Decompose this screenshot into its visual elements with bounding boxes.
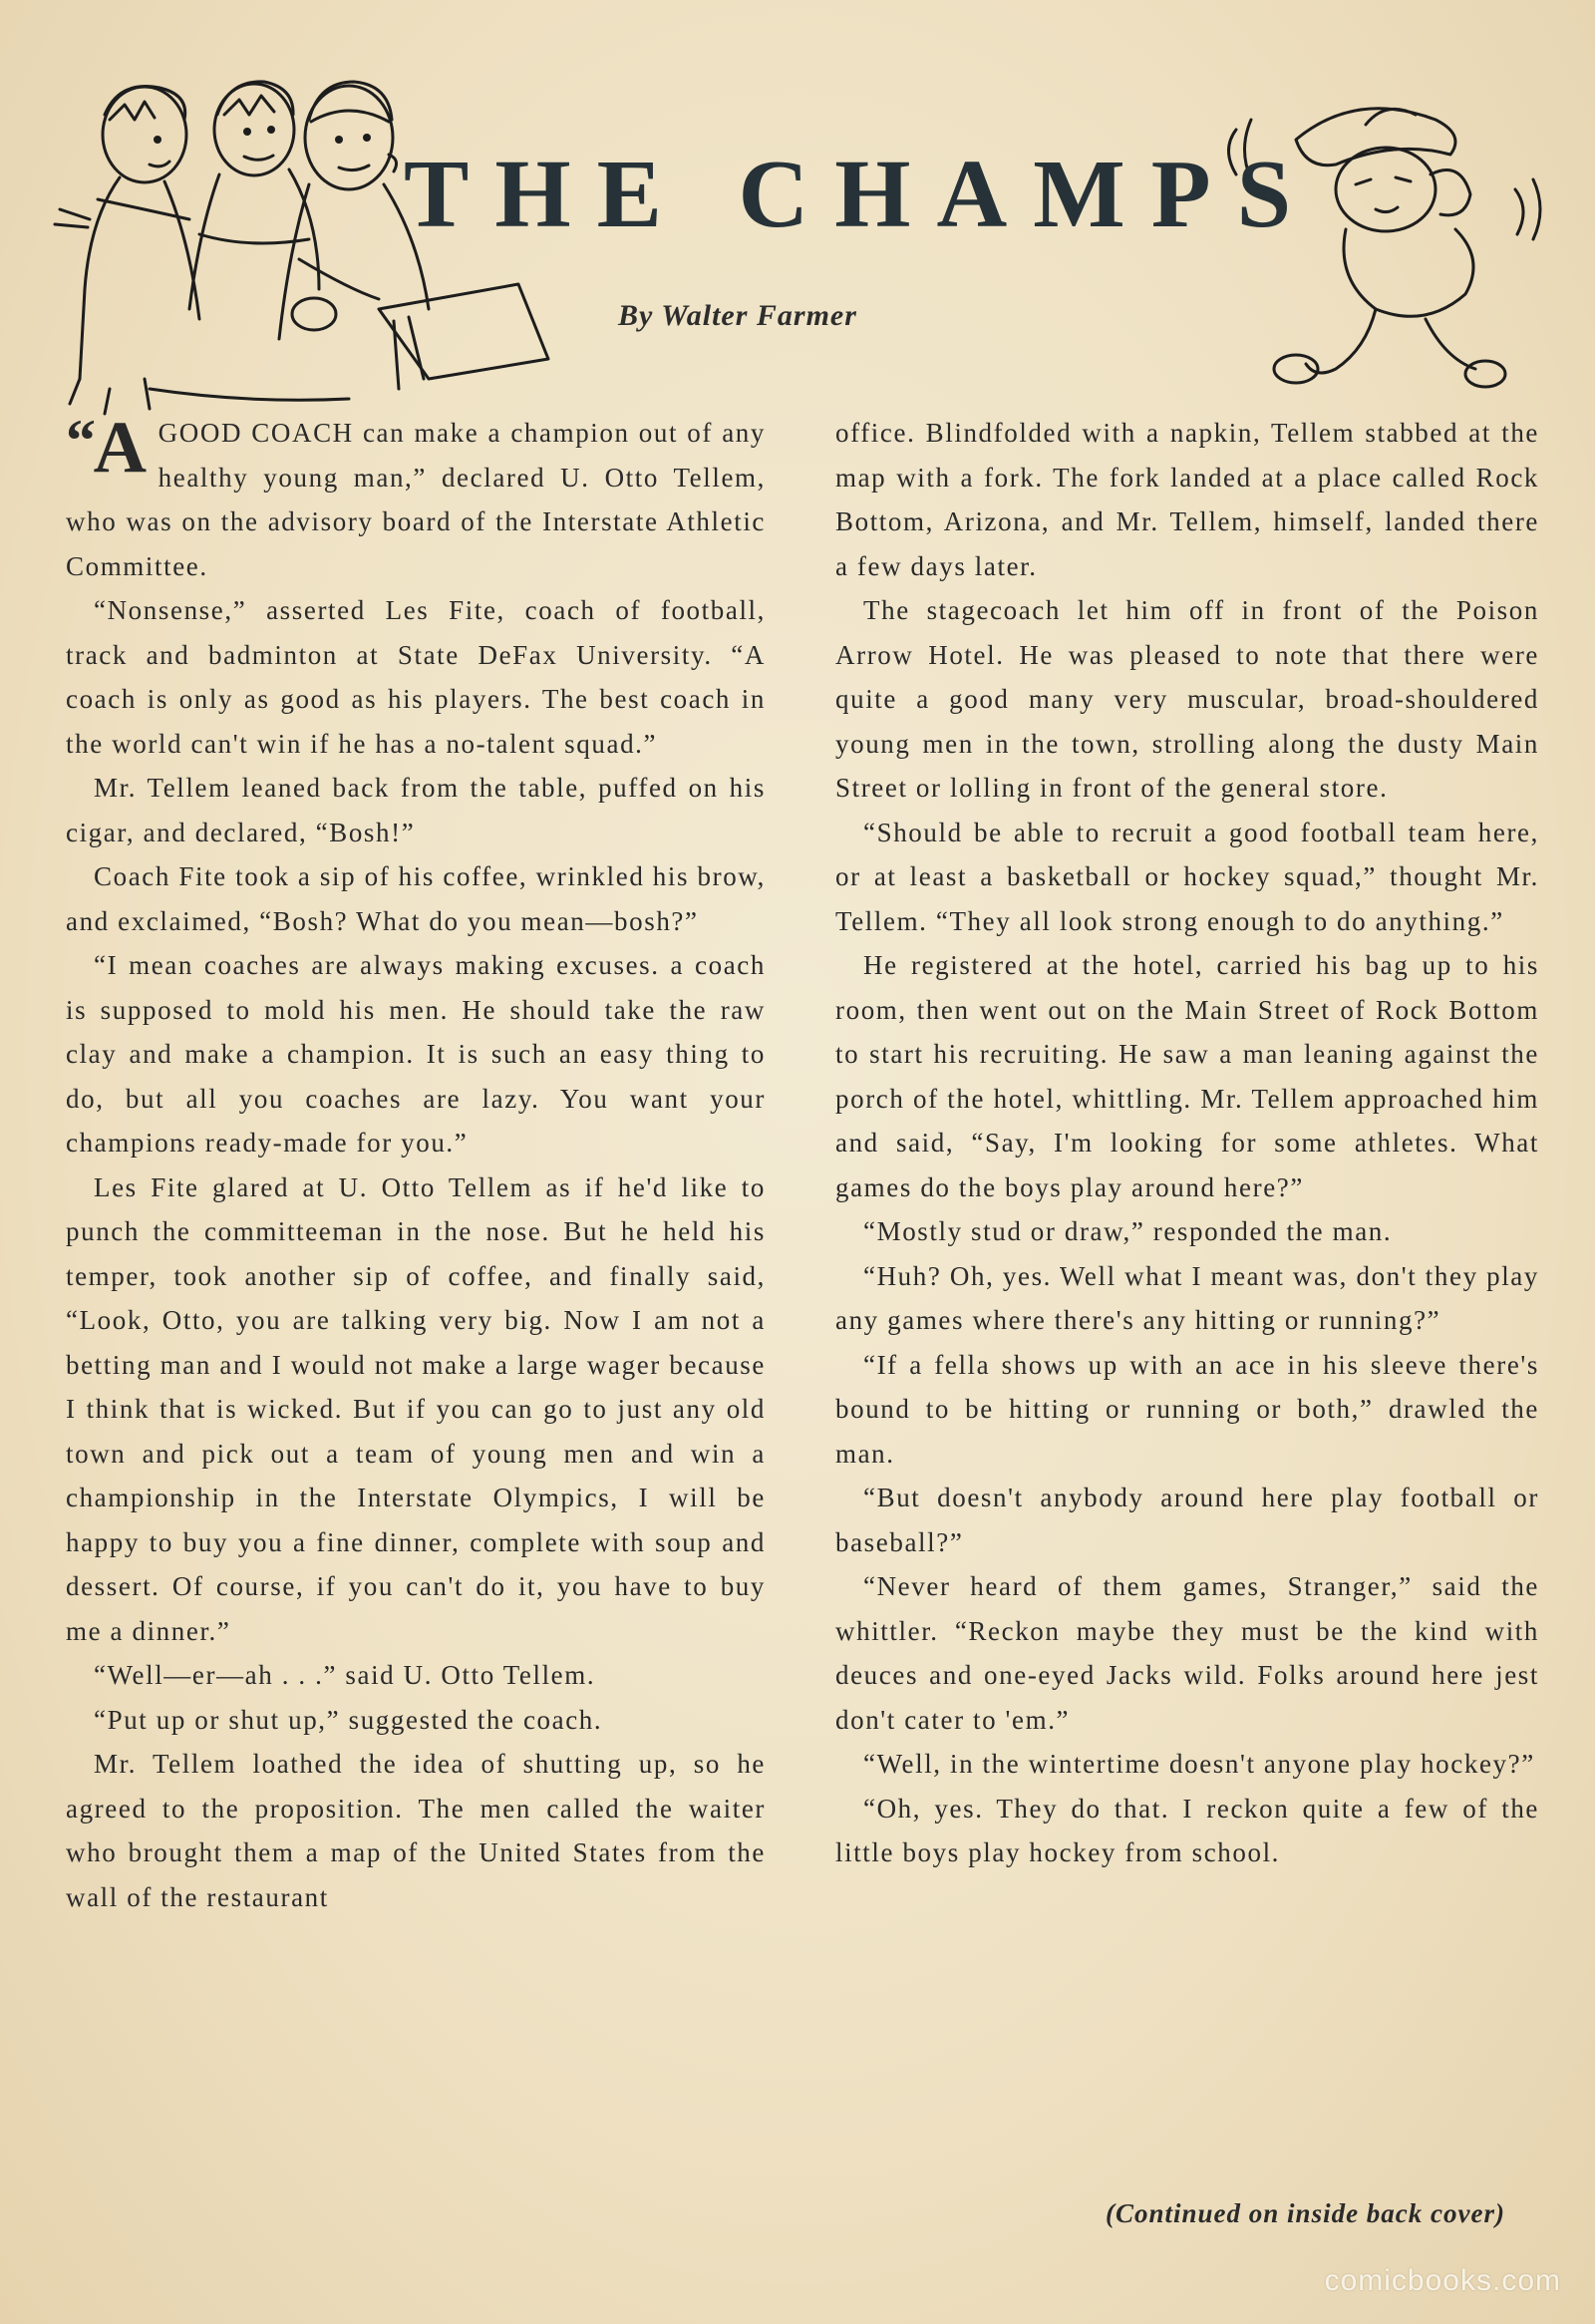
- paragraph: “Never heard of them games, Stranger,” said the whittler. “Reckon maybe they must be the kind with deuces and one-eyed Jacks wild. Folks around here jest don't cater to 'em.”: [835, 1571, 1539, 1735]
- paragraph-text: GOOD COACH can make a champion out of any healthy young man,” declared U. Otto Tellem, who was on the advisory board of the Interstate Athletic Committee.: [66, 418, 766, 581]
- right-column: [835, 411, 1539, 2185]
- table-map: [379, 284, 548, 379]
- site-watermark: comicbooks.com: [1324, 2264, 1561, 2297]
- left-column: [66, 407, 766, 2185]
- paragraph: “Put up or shut up,” suggested the coach.: [94, 1704, 603, 1735]
- opening-paragraph: [66, 407, 766, 588]
- paragraph: “Huh? Oh, yes. Well what I meant was, don't they play any games where there's any hitting or running?”: [835, 1260, 1539, 1335]
- figure-left-man: [55, 87, 199, 414]
- paragraph: “Nonsense,” asserted Les Fite, coach of football, track and badminton at State DeFax University. “A coach is only as good as his players. The best coach in the world can't win if he has a no-talent squad.”: [66, 595, 766, 759]
- paragraph: “Oh, yes. They do that. I reckon quite a few of the little boys play hockey from school.: [835, 1793, 1539, 1867]
- figure-middle-man: [189, 82, 319, 309]
- paragraph: Mr. Tellem loathed the idea of shutting up, so he agreed to the proposition. The men called the waiter who brought them a map of the United States from the wall of the restaurant: [66, 1749, 766, 1912]
- paragraph: “I mean coaches are always making excuses. a coach is supposed to mold his men. He should take the raw clay and make a champion. It is such an easy thing to do, but all you coaches are lazy. You want your champions ready-made for you.”: [66, 950, 766, 1158]
- paragraph: “Mostly stud or draw,” responded the man.: [863, 1216, 1393, 1246]
- paragraph: Mr. Tellem leaned back from the table, puffed on his cigar, and declared, “Bosh!”: [66, 773, 766, 847]
- byline: By Walter Farmer: [618, 299, 857, 332]
- paragraph: He registered at the hotel, carried his bag up to his room, then went out on the Main Street of Rock Bottom to start his recruiting. He saw a man leaning against the porch of the hotel, whittling. Mr. Tellem approached him and said, “Say, I'm looking for some athletes. What games do the boys play around here?”: [835, 950, 1539, 1202]
- paragraph: The stagecoach let him off in front of the Poison Arrow Hotel. He was pleased to note that there were quite a good many very muscular, broad-shouldered young men in the town, strolling along the dusty Main Street or lolling in front of the general store.: [835, 595, 1539, 803]
- paragraph: “Should be able to recruit a good football team here, or at least a basketball or hockey squad,” thought Mr. Tellem. “They all look strong enough to do anything.”: [835, 817, 1539, 936]
- paragraph: Coach Fite took a sip of his coffee, wrinkled his brow, and exclaimed, “Bosh? What do you mean—bosh?”: [66, 861, 766, 936]
- continued-note: (Continued on inside back cover): [1106, 2198, 1505, 2228]
- paragraph: “Well, in the wintertime doesn't anyone play hockey?”: [863, 1749, 1535, 1779]
- story-title: THE CHAMPS: [404, 141, 1318, 248]
- paragraph: “Well—er—ah . . .” said U. Otto Tellem.: [94, 1660, 596, 1690]
- paragraph: office. Blindfolded with a napkin, Tellem stabbed at the map with a fork. The fork landed at a place called Rock Bottom, Arizona, and Mr. Tellem, himself, landed there a few days later.: [835, 418, 1539, 581]
- dropcap-letter: A: [93, 407, 149, 489]
- paragraph: Les Fite glared at U. Otto Tellem as if he'd like to punch the committeeman in the nose. But he held his temper, took another sip of coffee, and finally said, “Look, Otto, you are talking very big. Now I am not a betting man and I would not make a large wager because I think that is wicked. But if you can go to just any old town and pick out a team of young men and win a championship in the Interstate Olympics, I will be happy to buy you a fine dinner, complete with soup and dessert. Of course, if you can't do it, you have to buy me a dinner.”: [66, 1171, 766, 1646]
- paragraph: “But doesn't anybody around here play football or baseball?”: [835, 1483, 1539, 1557]
- paragraph: “If a fella shows up with an ace in his sleeve there's bound to be hitting or running or both,” drawled the man.: [835, 1349, 1539, 1469]
- dropcap-quote: “: [66, 408, 98, 474]
